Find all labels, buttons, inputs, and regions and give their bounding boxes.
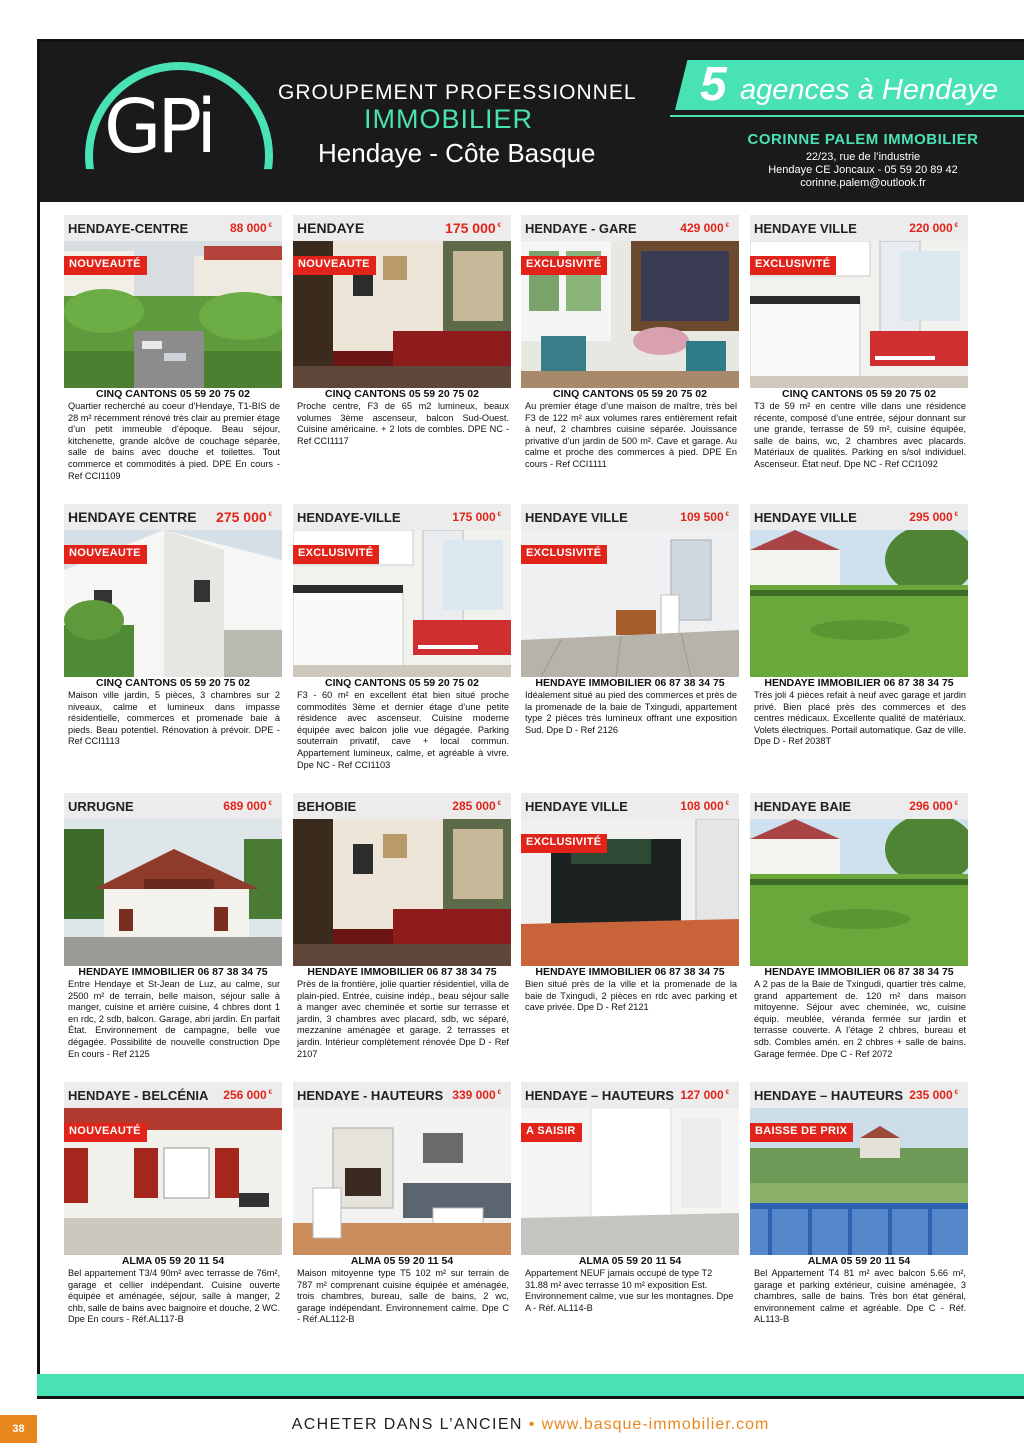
price-value: 175 000 <box>445 220 496 236</box>
listing-price <box>452 799 501 813</box>
bottom-accent-bar <box>37 1374 1024 1396</box>
listing-header <box>293 215 511 241</box>
price-value: 88 000 <box>229 221 267 235</box>
listing-description: Entre Hendaye et St-Jean de Luz, au calme, sur 2500 m² de terrain, belle maison, séjour salle à manger, cuisine et arrière cuisine, 4 chbres dont 1 en rdc, 2 sdb, balcon. Garage, abri jardin. En parfait État. Environnement de campagne, belle vue dégagée. Possibilité de nouvelle construction Dpe En cours - Ref 2125 <box>68 979 280 1059</box>
listing-header <box>521 793 739 819</box>
price-value: 127 000 <box>680 1088 724 1102</box>
tiled-room-icon <box>521 664 739 677</box>
listing-contact: HENDAYE IMMOBILIER 06 87 38 34 75 <box>307 966 497 978</box>
agency-city-phone: Hendaye CE Joncaux - 05 59 20 89 42 <box>768 164 958 176</box>
listing-contact: HENDAYE IMMOBILIER 06 87 38 34 75 <box>764 677 954 689</box>
listing-photo[interactable] <box>64 1108 282 1255</box>
listing-description: Bel appartement T3/4 90m² avec terrasse de 76m², garage et cellier indépendant. Cuisine ouverte équipée et aménagée, séjour, salle à manger, 2 chb, salle de bains avec baignoire et douche, 2 WC. Dpe En cours - Réf.AL117-B <box>68 1268 280 1325</box>
living-room-icon <box>293 953 511 966</box>
fireplace-room-icon <box>293 1242 511 1255</box>
listing-contact: HENDAYE IMMOBILIER 06 87 38 34 75 <box>78 966 268 978</box>
footer <box>0 1416 1024 1434</box>
parking-icon <box>521 953 739 966</box>
listing-photo[interactable] <box>521 241 739 388</box>
terrace-icon <box>64 1242 282 1255</box>
listing-description: T3 de 59 m² en centre ville dans une résidence récente, composé d’une entrée, séjour donnant sur une grande, terrasse de 59 m², cuisine équipée, salle de bains, wc, 2 chambres avec placards. Matériaux de qualités. Parking en s/sol individuel. Ascenseur. État neuf. Dpe NC - Ref CCI1092 <box>754 401 966 469</box>
listing-title: HENDAYE VILLE <box>754 510 857 525</box>
listing-header <box>64 215 282 241</box>
listing-title: HENDAYE – HAUTEURS <box>525 1088 675 1103</box>
listing-description: Très joli 4 pièces refait à neuf avec garage et jardin privé. Bien placé près des commerces et des centres médicaux. Excellente qualité de matériaux. Volets électriques. Portail automatique. Gaz de ville. Dpe D - Ref 2038T <box>754 690 966 747</box>
price-value: 109 500 <box>680 510 724 524</box>
agency-address: 22/23, rue de l’industrie <box>805 151 921 163</box>
garden-icon <box>750 664 968 677</box>
listing-description: F3 - 60 m² en excellent état bien situé proche commodités 3ème et dernier étage d’une petite résidence avec ascenseur. Cuisine moderne équipée avec balcon jolie vue dégagée. Parking souterrain privatif, cave + local commun. Appartement lumineux, calme, et agréable à vivre. Dpe NC - Ref CCI1103 <box>297 690 509 770</box>
listing-header <box>750 1082 968 1108</box>
currency-symbol: € <box>497 512 501 518</box>
price-value: 175 000 <box>452 510 496 524</box>
listing-badge: EXCLUSIVITÉ <box>521 545 607 564</box>
listing-header <box>293 1082 511 1108</box>
currency-symbol: € <box>725 1090 729 1096</box>
brand-title-line1: GROUPEMENT PROFESSIONNEL <box>278 81 637 104</box>
currency-symbol: € <box>954 1090 958 1096</box>
page-number: 38 <box>0 1415 37 1443</box>
listing-description: Appartement NEUF jamais occupé de type T2 31.88 m² avec terrasse 10 m² exposition Est. Environnement calme, vue sur les montagnes. Dpe A - Réf. AL114-B <box>525 1268 734 1313</box>
currency-symbol: € <box>268 801 272 807</box>
listing-title: HENDAYE BAIE <box>754 799 852 814</box>
listing-description: Bien situé près de la ville et la promenade de la baie de Txingudi, 2 pièces en rdc avec parking et cave privée. Dpe D - Ref 2121 <box>525 979 737 1013</box>
listing-badge: EXCLUSIVITÉ <box>521 834 607 853</box>
listing-photo[interactable] <box>521 530 739 677</box>
listing-title: HENDAYE VILLE <box>754 221 857 236</box>
listing-price <box>680 221 729 235</box>
currency-symbol: € <box>268 512 272 519</box>
listing-photo[interactable] <box>750 530 968 677</box>
listing-title: HENDAYE-CENTRE <box>68 221 189 236</box>
listing-description: Quartier recherché au coeur d’Hendaye, T1-BIS de 28 m² récemment rénové très clair au premier étage d’un petit immeuble d’époque. Beau séjour, kitchenette, grande alcôve de couchage séparée, salle de bains avec douche et toilettes. Tout commerce et commodités à pied. DPE En cours - Ref CCI1109 <box>68 401 280 481</box>
listing-price <box>909 1088 958 1102</box>
currency-symbol: € <box>725 801 729 807</box>
currency-symbol: € <box>725 512 729 518</box>
living-room-icon <box>293 375 511 388</box>
listing-header <box>521 1082 739 1108</box>
listing-price <box>452 1088 501 1102</box>
listing-photo[interactable] <box>521 1108 739 1255</box>
listing-header <box>293 504 511 530</box>
price-value: 429 000 <box>680 221 724 235</box>
price-value: 295 000 <box>909 510 953 524</box>
listing-title: BEHOBIE <box>297 799 357 814</box>
currency-symbol: € <box>497 1090 501 1096</box>
veranda-icon <box>521 375 739 388</box>
price-value: 235 000 <box>909 1088 953 1102</box>
listing-description: Près de la frontière, jolie quartier résidentiel, villa de plain-pied. Entrée, cuisine indép., beau séjour salle à manger avec cheminée et sortie sur terrasse et jardin, 3 chambres avec placard, sdb, wc séparé, mezzanine aménagée et garage. 2 terrasses et jardin. Intérieur complètement rénovée Dpe D - Ref 2107 <box>297 979 509 1059</box>
currency-symbol: € <box>954 512 958 518</box>
listing-title: HENDAYE <box>297 220 365 236</box>
listing-header <box>521 215 739 241</box>
listing-contact: HENDAYE IMMOBILIER 06 87 38 34 75 <box>535 677 725 689</box>
listing-price <box>680 799 729 813</box>
agences-number: 5 <box>700 58 727 111</box>
listing-photo[interactable] <box>750 819 968 966</box>
listing-header <box>750 504 968 530</box>
listing-badge: EXCLUSIVITÉ <box>293 545 379 564</box>
listing-badge: NOUVEAUTÉ <box>64 256 147 275</box>
price-value: 339 000 <box>452 1088 496 1102</box>
listing-description: Au premier étage d’une maison de maître, très bel F3 de 122 m² aux volumes rares entièrement refait à neuf, 2 chambres cuisine séparée. Jouissance privative d’un jardin de 500 m². Cave et garage. Au calme et proche des commerces à pied. DPE En cours - Ref CCI1111 <box>525 401 737 469</box>
listing-badge: A SAISIR <box>521 1123 582 1142</box>
agency-name: CORINNE PALEM IMMOBILIER <box>747 131 979 148</box>
listing-header <box>521 504 739 530</box>
listing-photo[interactable] <box>64 241 282 388</box>
listing-title: HENDAYE - GARE <box>525 221 637 236</box>
listing-price <box>909 221 958 235</box>
listing-header <box>64 1082 282 1108</box>
listing-price <box>909 799 958 813</box>
white-house-icon <box>64 664 282 677</box>
listing-photo[interactable] <box>521 819 739 966</box>
listing-price <box>452 510 501 524</box>
listing-contact: ALMA 05 59 20 11 54 <box>350 1255 454 1267</box>
listing-title: HENDAYE – HAUTEURS <box>754 1088 904 1103</box>
listing-header <box>750 793 968 819</box>
listing-contact: CINQ CANTONS 05 59 20 75 02 <box>782 388 936 400</box>
currency-symbol: € <box>497 801 501 807</box>
price-value: 108 000 <box>680 799 724 813</box>
tree-lined-street-icon <box>64 375 282 388</box>
listing-badge: EXCLUSIVITÉ <box>521 256 607 275</box>
listing-title: HENDAYE - HAUTEURS <box>297 1088 444 1103</box>
price-value: 689 000 <box>223 799 267 813</box>
gpi-logo: GPi <box>104 84 213 170</box>
footer-bullet: • <box>528 1416 536 1433</box>
listing-photo[interactable] <box>293 530 511 677</box>
brand-title-line2: IMMOBILIER <box>364 104 534 134</box>
basque-villa-icon <box>64 953 282 966</box>
listing-title: HENDAYE CENTRE <box>68 509 197 525</box>
garden-icon <box>750 953 968 966</box>
listing-description: Proche centre, F3 de 65 m2 lumineux, beaux volumes 3ème ascenseur, balcon Sud-Ouest. Cuisine américaine. + 2 lots de combles. DPE NC - Ref CCI1117 <box>297 401 509 446</box>
brand-title-line3: Hendaye - Côte Basque <box>318 138 596 168</box>
listing-badge: NOUVEAUTÉ <box>64 1123 147 1142</box>
listing-price <box>445 220 501 236</box>
listing-badge: EXCLUSIVITÉ <box>750 256 836 275</box>
listing-description: Maison mitoyenne type T5 102 m² sur terrain de 787 m² comprenant cuisine équipée et aménagée, trois chambres, bureau, salle de bains, 2 wc, garage indépendant. Environnement calme. Dpe C - Réf.AL112-B <box>297 1268 509 1325</box>
kitchen-icon <box>293 664 511 677</box>
listing-description: Bel Appartement T4 81 m² avec balcon 5.66 m², garage et parking extérieur, cuisine aménagée, 3 chambres, salle de bains. Très bon état général, environnement calme et agréable. Dpe C - Réf. AL113-B <box>754 1268 966 1325</box>
agency-email[interactable]: corinne.palem@outlook.fr <box>800 177 926 189</box>
kitchen-icon <box>750 375 968 388</box>
listing-title: HENDAYE VILLE <box>525 799 628 814</box>
listing-badge: NOUVEAUTE <box>293 256 376 275</box>
footer-url[interactable]: www.basque-immobilier.com <box>541 1416 770 1433</box>
currency-symbol: € <box>725 223 729 229</box>
listing-contact: CINQ CANTONS 05 59 20 75 02 <box>96 388 250 400</box>
listing-photo[interactable] <box>64 530 282 677</box>
listing-photo[interactable] <box>750 1108 968 1255</box>
agences-text: agences à Hendaye <box>740 74 998 106</box>
listing-header <box>64 504 282 530</box>
listing-price <box>230 221 272 235</box>
listing-price <box>909 510 958 524</box>
listing-description: Maison ville jardin, 5 pièces, 3 chambres sur 2 niveaux, calme et lumineux dans impasse résidentielle, commerces et promenade baie à pieds. Beau potentiel. Rénovation à prévoir. DPE - Ref CCI1113 <box>68 690 280 747</box>
listing-photo[interactable] <box>750 241 968 388</box>
listing-title: HENDAYE - BELCÉNIA <box>68 1088 209 1103</box>
currency-symbol: € <box>497 223 501 230</box>
listing-contact: ALMA 05 59 20 11 54 <box>578 1255 682 1267</box>
price-value: 256 000 <box>223 1088 267 1102</box>
listing-header <box>750 215 968 241</box>
listing-title: URRUGNE <box>68 799 134 814</box>
listing-title: HENDAYE-VILLE <box>297 510 401 525</box>
balcony-view-icon <box>750 1242 968 1255</box>
listing-photo[interactable] <box>64 819 282 966</box>
listing-contact: CINQ CANTONS 05 59 20 75 02 <box>325 388 479 400</box>
listing-badge: NOUVEAUTE <box>64 545 147 564</box>
listing-description: A 2 pas de la Baie de Txingudi, quartier très calme, grand appartement de. 120 m² dans maison mitoyenne. Séjour avec cheminée, wc, cuisine équip. meublée, véranda fermée sur jardin et terrasse couverte. A l’étage 2 chbres, bureau et sdb. Combles amén. en 2 chbres + salle de bains. Garage fermée. Dpe C - Ref 2072 <box>754 979 966 1059</box>
listing-price <box>216 509 272 525</box>
currency-symbol: € <box>954 801 958 807</box>
listing-photo[interactable] <box>293 241 511 388</box>
empty-room-icon <box>521 1242 739 1255</box>
footer-text: ACHETER DANS L’ANCIEN <box>291 1416 523 1433</box>
listing-price <box>223 799 272 813</box>
listing-badge: BAISSE DE PRIX <box>750 1123 853 1142</box>
listing-header <box>293 793 511 819</box>
listing-contact: ALMA 05 59 20 11 54 <box>121 1255 225 1267</box>
listing-contact: HENDAYE IMMOBILIER 06 87 38 34 75 <box>535 966 725 978</box>
listing-header <box>64 793 282 819</box>
listing-description: Idéalement situé au pied des commerces et près de la promenade de la baie de Txingudi, appartement type 2 pièces très lumineux offrant une exposition Sud. Dpe D - Ref 2126 <box>525 690 737 735</box>
currency-symbol: € <box>954 223 958 229</box>
listing-price <box>223 1088 272 1102</box>
price-value: 220 000 <box>909 221 953 235</box>
listing-price <box>680 1088 729 1102</box>
price-value: 296 000 <box>909 799 953 813</box>
currency-symbol: € <box>268 223 272 229</box>
listing-photo[interactable] <box>293 819 511 966</box>
listing-contact: ALMA 05 59 20 11 54 <box>807 1255 911 1267</box>
currency-symbol: € <box>268 1090 272 1096</box>
listing-title: HENDAYE VILLE <box>525 510 628 525</box>
price-value: 275 000 <box>216 509 267 525</box>
listing-contact: CINQ CANTONS 05 59 20 75 02 <box>325 677 479 689</box>
listing-price <box>680 510 729 524</box>
listing-contact: CINQ CANTONS 05 59 20 75 02 <box>96 677 250 689</box>
price-value: 285 000 <box>452 799 496 813</box>
listing-contact: HENDAYE IMMOBILIER 06 87 38 34 75 <box>764 966 954 978</box>
agences-underline <box>670 115 1024 117</box>
listing-contact: CINQ CANTONS 05 59 20 75 02 <box>553 388 707 400</box>
listing-photo[interactable] <box>293 1108 511 1255</box>
